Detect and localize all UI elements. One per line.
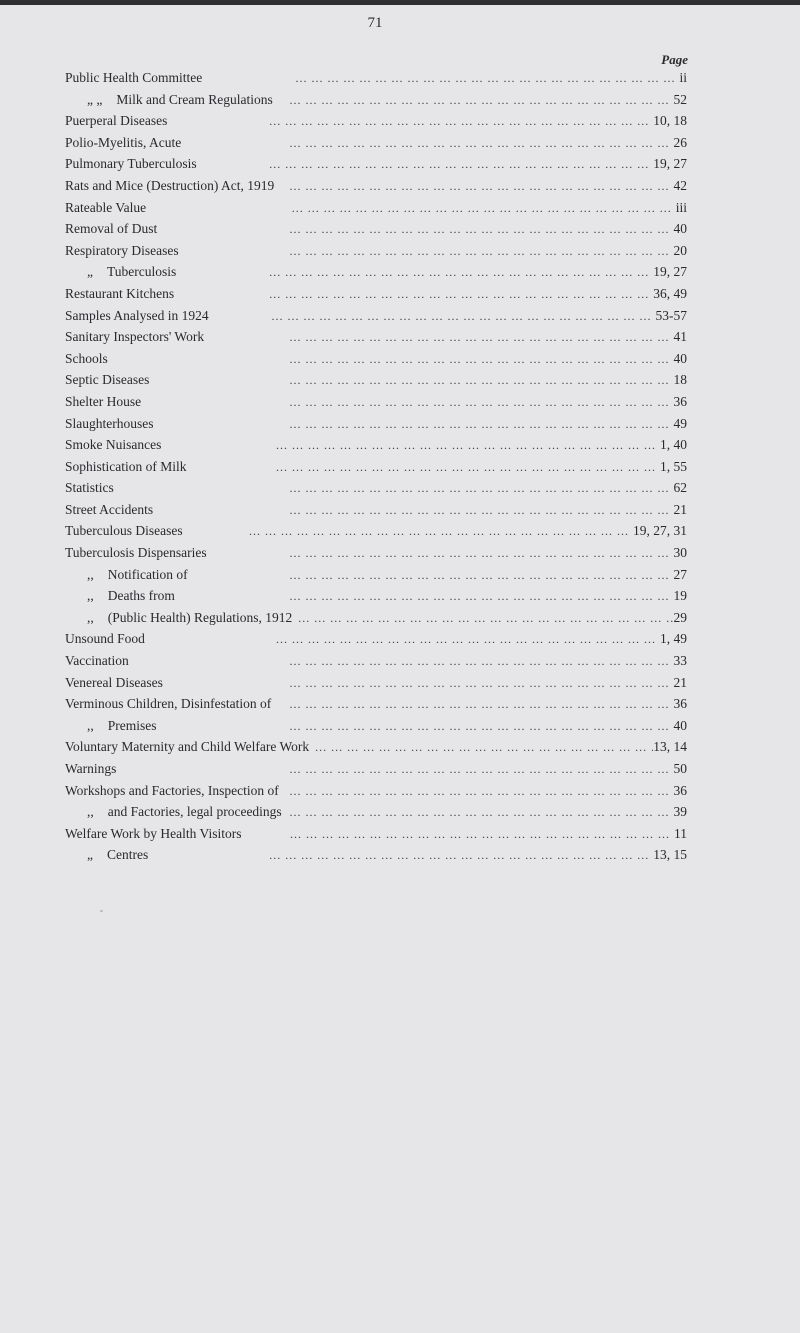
index-term-text: Unsound Food bbox=[65, 631, 145, 647]
index-entry bbox=[65, 456, 687, 478]
index-page-reference: 40 bbox=[673, 350, 687, 366]
index-entry bbox=[65, 218, 687, 240]
index-term-text: Statistics bbox=[65, 480, 114, 496]
index-entry bbox=[65, 693, 687, 715]
index-term bbox=[65, 693, 271, 715]
index-term-text: Tuberculosis Dispensaries bbox=[65, 545, 207, 561]
index-term bbox=[65, 823, 241, 845]
index-term bbox=[65, 780, 279, 802]
index-term-text: Public Health Committee bbox=[65, 70, 203, 85]
index-entry bbox=[65, 391, 687, 413]
index-term-text: and Factories, legal proceedings bbox=[107, 804, 282, 820]
index-term-text: Venereal Diseases bbox=[65, 674, 163, 690]
dot-leader bbox=[274, 176, 673, 198]
dot-leader bbox=[167, 111, 653, 133]
index-entry bbox=[65, 67, 687, 89]
index-page-reference: 36, 49 bbox=[653, 285, 687, 301]
index-entry bbox=[65, 153, 687, 175]
index-term-text: Respiratory Diseases bbox=[65, 242, 179, 258]
index-page-reference: 20 bbox=[673, 242, 687, 258]
index-page-reference: 36 bbox=[673, 393, 687, 409]
dot-leader bbox=[129, 651, 674, 673]
index-entry bbox=[65, 348, 687, 370]
dot-leader bbox=[114, 478, 674, 500]
dot-leader bbox=[273, 90, 674, 112]
dot-leader bbox=[279, 781, 674, 803]
index-term-text: Verminous Children, Disinfestation of bbox=[65, 696, 272, 712]
index-page-reference: 36 bbox=[673, 782, 687, 798]
dot-leader bbox=[108, 349, 674, 371]
dot-leader bbox=[197, 154, 654, 176]
dot-leader bbox=[153, 500, 673, 522]
index-page-reference: 1, 40 bbox=[660, 437, 687, 453]
dot-leader bbox=[157, 219, 673, 241]
page-top-edge bbox=[0, 0, 800, 5]
ditto-mark: ,, bbox=[87, 717, 94, 733]
index-entry bbox=[65, 283, 687, 305]
index-page-reference: 19 bbox=[673, 588, 687, 604]
index-entry bbox=[65, 736, 687, 758]
index-entry bbox=[65, 240, 687, 262]
index-entry bbox=[65, 110, 687, 132]
index-term-text: Schools bbox=[65, 350, 108, 366]
dot-leader bbox=[145, 629, 660, 651]
index-entry bbox=[65, 758, 687, 780]
index-term bbox=[65, 305, 209, 327]
dot-leader bbox=[292, 608, 673, 630]
index-entry bbox=[65, 607, 687, 629]
index-page-reference: 40 bbox=[673, 717, 687, 733]
index-page-reference: ii bbox=[679, 70, 687, 85]
index-entry bbox=[65, 715, 687, 737]
dot-leader bbox=[209, 306, 656, 328]
dot-leader bbox=[146, 198, 676, 220]
index-page-reference: 11 bbox=[674, 825, 687, 841]
index-term-text: Removal of Dust bbox=[65, 221, 158, 237]
index-term-text: Slaughterhouses bbox=[65, 415, 154, 431]
index-page-reference: 40 bbox=[673, 221, 687, 237]
dot-leader bbox=[282, 802, 674, 824]
index-term bbox=[65, 326, 204, 348]
index-page-reference: 49 bbox=[673, 415, 687, 431]
dot-leader bbox=[204, 327, 673, 349]
page-number: 71 bbox=[367, 15, 383, 31]
dot-leader bbox=[176, 262, 653, 284]
index-entry bbox=[65, 175, 687, 197]
index-term-text: Rats and Mice (Destruction) Act, 1919 bbox=[65, 177, 275, 193]
dot-leader bbox=[207, 543, 674, 565]
index-term bbox=[65, 110, 167, 132]
index-page-reference: 30 bbox=[673, 545, 687, 561]
index-term-text: Septic Diseases bbox=[65, 372, 150, 388]
index-entry bbox=[65, 672, 687, 694]
index-page-reference: 36 bbox=[673, 696, 687, 712]
index-term bbox=[65, 153, 197, 175]
index-term bbox=[65, 456, 187, 478]
dot-leader bbox=[241, 824, 674, 846]
dot-leader bbox=[202, 68, 679, 90]
index-term bbox=[65, 89, 273, 111]
index-term bbox=[65, 413, 154, 435]
index-entry bbox=[65, 413, 687, 435]
index-term bbox=[65, 477, 114, 499]
index-term bbox=[65, 628, 145, 650]
index-page-reference: 52 bbox=[673, 91, 687, 107]
index-term-text: Pulmonary Tuberculosis bbox=[65, 156, 197, 172]
index-term bbox=[65, 348, 108, 370]
dot-leader bbox=[309, 737, 653, 759]
index-page-reference: 1, 49 bbox=[660, 631, 687, 647]
ditto-mark: ,, bbox=[87, 588, 94, 604]
index-entry bbox=[65, 261, 687, 283]
index-term bbox=[65, 67, 202, 89]
index-page-reference: 19, 27, 31 bbox=[633, 523, 687, 539]
index-term bbox=[65, 197, 146, 219]
dot-leader bbox=[148, 845, 653, 867]
index-entry bbox=[65, 89, 687, 111]
subject-index bbox=[65, 67, 687, 866]
index-entry bbox=[65, 477, 687, 499]
index-entry bbox=[65, 305, 687, 327]
index-page-reference: 21 bbox=[673, 674, 687, 690]
index-term bbox=[65, 175, 274, 197]
dot-leader bbox=[271, 694, 673, 716]
index-term-text: Smoke Nuisances bbox=[65, 437, 162, 453]
dot-leader bbox=[183, 521, 633, 543]
index-term bbox=[65, 564, 188, 586]
index-page-reference: 19, 27 bbox=[653, 156, 687, 172]
index-term-text: Notification of bbox=[107, 566, 188, 582]
index-term bbox=[65, 369, 149, 391]
index-page-reference: 26 bbox=[673, 134, 687, 150]
ditto-mark: „ bbox=[87, 264, 93, 280]
index-page-reference: 33 bbox=[673, 653, 687, 669]
index-term bbox=[65, 715, 157, 737]
index-page-reference: 18 bbox=[673, 372, 687, 388]
index-page-reference: 19, 27 bbox=[653, 264, 687, 280]
index-term bbox=[65, 434, 161, 456]
dot-leader bbox=[179, 241, 674, 263]
index-term-text: Deaths from bbox=[107, 588, 175, 604]
index-entry bbox=[65, 844, 687, 866]
index-term bbox=[65, 801, 282, 823]
index-term-text: Vaccination bbox=[65, 653, 129, 669]
dot-leader bbox=[181, 133, 673, 155]
dot-leader bbox=[174, 284, 653, 306]
dot-leader bbox=[188, 565, 674, 587]
ditto-mark: ,, bbox=[87, 566, 94, 582]
index-page-reference: 21 bbox=[673, 501, 687, 517]
index-term-text: Welfare Work by Health Visitors bbox=[65, 825, 242, 841]
index-term-text: (Public Health) Regulations, 1912 bbox=[107, 609, 293, 625]
index-term-text: Sophistication of Milk bbox=[65, 458, 187, 474]
index-term-text: Warnings bbox=[65, 761, 117, 776]
index-entry bbox=[65, 585, 687, 607]
index-entry bbox=[65, 780, 687, 802]
index-term-text: Voluntary Maternity and Child Welfare Work bbox=[65, 739, 310, 755]
index-term-text: Premises bbox=[107, 717, 157, 733]
index-page-reference: 10, 18 bbox=[653, 113, 687, 129]
index-page-reference: 1, 55 bbox=[660, 458, 687, 474]
dot-leader bbox=[116, 759, 673, 781]
index-term-text: Tuberculosis bbox=[107, 264, 177, 280]
index-entry bbox=[65, 564, 687, 586]
index-page-reference: 13, 15 bbox=[653, 847, 687, 863]
ditto-mark: „ bbox=[87, 847, 93, 863]
index-entry bbox=[65, 801, 687, 823]
index-entry bbox=[65, 369, 687, 391]
index-term bbox=[65, 672, 163, 694]
index-term-text: Restaurant Kitchens bbox=[65, 285, 175, 301]
index-page-reference: 29 bbox=[673, 609, 687, 625]
dot-leader bbox=[161, 435, 660, 457]
ditto-mark: ,, bbox=[87, 804, 94, 820]
index-term-text: Rateable Value bbox=[65, 199, 147, 215]
index-page-reference: 41 bbox=[673, 329, 687, 345]
dot-leader bbox=[175, 586, 674, 608]
index-term-text: Centres bbox=[107, 847, 149, 863]
index-term bbox=[65, 520, 183, 542]
index-page-reference: 39 bbox=[673, 804, 687, 820]
ditto-mark: „ „ bbox=[87, 91, 103, 107]
index-term bbox=[65, 132, 181, 154]
ditto-mark: ,, bbox=[87, 609, 94, 625]
dot-leader bbox=[187, 457, 661, 479]
index-entry bbox=[65, 650, 687, 672]
index-term bbox=[65, 607, 292, 629]
index-entry bbox=[65, 132, 687, 154]
index-term-text: Street Accidents bbox=[65, 501, 154, 517]
index-page-reference: iii bbox=[675, 199, 687, 215]
dot-leader bbox=[154, 414, 674, 436]
index-term bbox=[65, 844, 148, 866]
index-term-text: Samples Analysed in 1924 bbox=[65, 307, 209, 323]
index-page-reference: 42 bbox=[673, 177, 687, 193]
index-term-text: Workshops and Factories, Inspection of bbox=[65, 782, 279, 798]
index-page-reference: 50 bbox=[673, 761, 687, 776]
index-term-text: Sanitary Inspectors' Work bbox=[65, 329, 205, 345]
index-page-reference: 62 bbox=[673, 480, 687, 496]
index-term-text: Milk and Cream Regulations bbox=[116, 91, 273, 107]
index-term bbox=[65, 736, 309, 758]
index-term bbox=[65, 391, 141, 413]
index-page-reference: 27 bbox=[673, 566, 687, 582]
index-page-reference: 53-57 bbox=[655, 307, 687, 323]
dot-leader bbox=[163, 673, 674, 695]
dot-leader bbox=[141, 392, 673, 414]
index-entry bbox=[65, 197, 687, 219]
index-entry bbox=[65, 434, 687, 456]
index-term bbox=[65, 542, 207, 564]
index-term-text: Tuberculous Diseases bbox=[65, 523, 183, 539]
index-entry bbox=[65, 520, 687, 542]
index-term bbox=[65, 218, 157, 240]
index-term bbox=[65, 585, 175, 607]
index-term bbox=[65, 650, 129, 672]
index-entry bbox=[65, 499, 687, 521]
page-column-heading: Page bbox=[661, 52, 688, 67]
index-term bbox=[65, 499, 153, 521]
index-term bbox=[65, 758, 116, 780]
paper-speck bbox=[100, 910, 103, 912]
dot-leader bbox=[157, 716, 674, 738]
index-entry bbox=[65, 823, 687, 845]
index-page-reference: 13, 14 bbox=[653, 739, 687, 755]
index-term-text: Polio-Myelitis, Acute bbox=[65, 134, 182, 150]
index-term-text: Shelter House bbox=[65, 393, 142, 409]
index-term bbox=[65, 240, 179, 262]
dot-leader bbox=[149, 370, 673, 392]
index-entry bbox=[65, 628, 687, 650]
index-entry bbox=[65, 542, 687, 564]
index-term bbox=[65, 261, 176, 283]
index-term bbox=[65, 283, 174, 305]
index-entry bbox=[65, 326, 687, 348]
index-term-text: Puerperal Diseases bbox=[65, 113, 168, 129]
